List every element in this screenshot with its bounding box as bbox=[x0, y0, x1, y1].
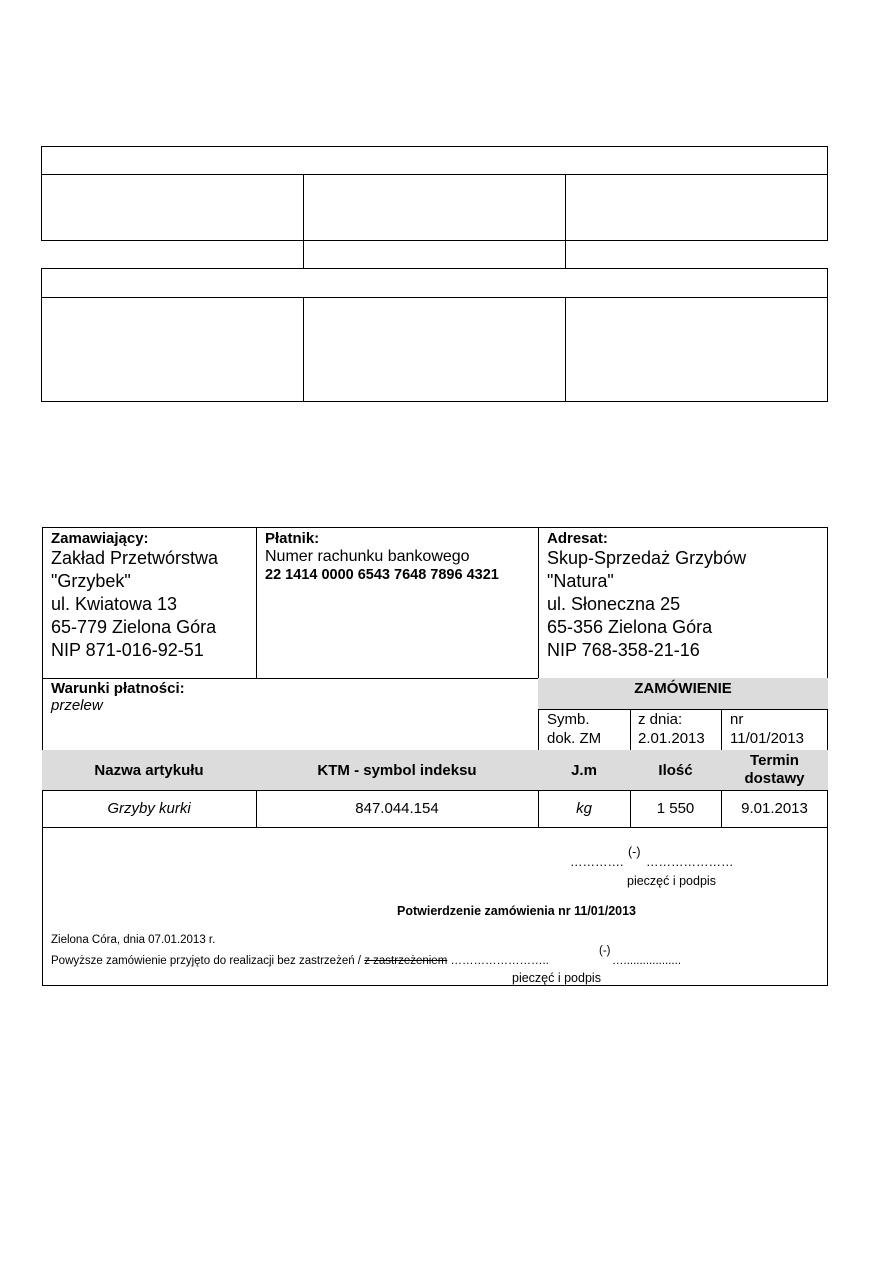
date-label: z dnia: bbox=[638, 711, 683, 728]
symb-cell bbox=[538, 709, 631, 751]
blank-row-2 bbox=[41, 268, 828, 298]
symb-label: Symb. bbox=[547, 711, 590, 728]
row-qty: 1 550 bbox=[630, 790, 722, 828]
blank-cell-a2 bbox=[303, 174, 566, 241]
blank-divider-1 bbox=[303, 240, 304, 269]
col-header-name: Nazwa artykułu bbox=[42, 750, 257, 791]
confirmation-title: Potwierdzenie zamówienia nr 11/01/2013 bbox=[397, 904, 636, 918]
addressee-line: "Natura" bbox=[547, 571, 614, 591]
orderer-line: Zakład Przetwórstwa bbox=[51, 548, 219, 568]
payment-cell bbox=[42, 678, 539, 751]
orderer-line: "Grzybek" bbox=[51, 571, 131, 591]
confirmation-struck: z zastrzeżeniem bbox=[364, 955, 448, 967]
row-term: 9.01.2013 bbox=[721, 790, 828, 828]
signature-dash: (-) bbox=[628, 845, 641, 859]
blank-cell-b3 bbox=[565, 297, 828, 402]
nr-cell bbox=[721, 709, 828, 751]
orderer-cell bbox=[42, 527, 257, 679]
nr-value: 11/01/2013 bbox=[730, 730, 804, 747]
payer-label: Płatnik: bbox=[265, 530, 320, 547]
blank-cell-b1 bbox=[41, 297, 304, 402]
order-title: ZAMÓWIENIE bbox=[634, 680, 732, 697]
blank-cell-a1 bbox=[41, 174, 304, 241]
blank-cell-b2 bbox=[303, 297, 566, 402]
col-header-term: Termin dostawy bbox=[721, 750, 828, 791]
confirmation-dots-a: …………………….. bbox=[447, 955, 549, 967]
symb-value: dok. ZM bbox=[547, 730, 602, 747]
addressee-cell bbox=[538, 527, 828, 679]
date-cell bbox=[630, 709, 722, 751]
addressee-line: Skup-Sprzedaż Grzybów bbox=[547, 548, 747, 568]
orderer-label: Zamawiający: bbox=[51, 530, 149, 547]
blank-divider-2 bbox=[565, 240, 566, 269]
orderer-line: NIP 871-016-92-51 bbox=[51, 640, 204, 660]
addressee-line: ul. Słoneczna 25 bbox=[547, 594, 681, 614]
confirmation-statement bbox=[51, 955, 549, 967]
payer-account-number: 22 1414 0000 6543 7648 7896 4321 bbox=[265, 567, 499, 583]
payment-label: Warunki płatności: bbox=[51, 680, 185, 697]
payer-account-caption: Numer rachunku bankowego bbox=[265, 548, 470, 565]
row-ktm: 847.044.154 bbox=[256, 790, 539, 828]
orderer-line: ul. Kwiatowa 13 bbox=[51, 594, 178, 614]
signature-caption: pieczęć i podpis bbox=[627, 874, 716, 888]
blank-row-1 bbox=[41, 146, 828, 175]
nr-label: nr bbox=[730, 711, 744, 728]
confirmation-place-date: Zielona Córa, dnia 07.01.2013 r. bbox=[51, 934, 216, 946]
col-header-unit: J.m bbox=[538, 750, 631, 791]
signature-dots-left: …………. bbox=[570, 855, 624, 869]
row-unit: kg bbox=[538, 790, 631, 828]
orderer-line: 65-779 Zielona Góra bbox=[51, 617, 217, 637]
addressee-label: Adresat: bbox=[547, 530, 608, 547]
confirmation-caption: pieczęć i podpis bbox=[512, 971, 601, 985]
col-header-qty: Ilość bbox=[630, 750, 722, 791]
order-title-cell bbox=[538, 678, 828, 710]
payment-value: przelew bbox=[51, 697, 103, 714]
col-header-ktm: KTM - symbol indeksu bbox=[256, 750, 539, 791]
row-name: Grzyby kurki bbox=[42, 790, 257, 828]
confirmation-text: Powyższe zamówienie przyjęto do realizacji bez zastrzeżeń / bbox=[51, 955, 365, 967]
confirmation-dash: (-) bbox=[599, 945, 611, 957]
payer-cell bbox=[256, 527, 539, 679]
blank-cell-a3 bbox=[565, 174, 828, 241]
addressee-line: NIP 768-358-21-16 bbox=[547, 640, 700, 660]
confirmation-dots-b: ….................. bbox=[612, 955, 682, 967]
addressee-line: 65-356 Zielona Góra bbox=[547, 617, 713, 637]
date-value: 2.01.2013 bbox=[638, 730, 705, 747]
signature-dots-right: ………………… bbox=[646, 855, 734, 869]
